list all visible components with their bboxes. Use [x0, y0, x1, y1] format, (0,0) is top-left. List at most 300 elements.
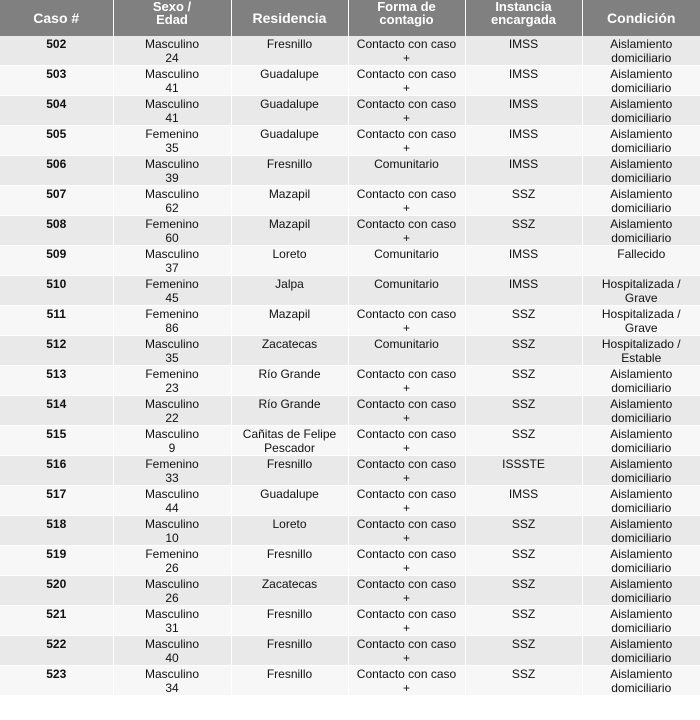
- cell-forma-contagio: [348, 456, 465, 486]
- cell-condicion-line-1: Hospitalizado /: [601, 337, 681, 351]
- table-row: [0, 516, 700, 546]
- cell-residencia-line-1: Guadalupe: [260, 67, 319, 81]
- cell-forma-line-2: +: [402, 621, 410, 635]
- cell-sexo: Femenino: [145, 217, 199, 231]
- cell-condicion-line-1: Aislamiento: [610, 367, 673, 381]
- table-row: [0, 666, 700, 696]
- table-row: [0, 636, 700, 666]
- cell-sexo-edad: [113, 426, 231, 456]
- cell-forma-contagio: [348, 396, 465, 426]
- cell-condicion-line-1: Aislamiento: [610, 667, 673, 681]
- table-row: [0, 216, 700, 246]
- cell-caso: 514: [0, 396, 113, 426]
- cell-residencia: [231, 666, 348, 696]
- cell-forma-line-1: Contacto con caso: [356, 217, 457, 231]
- cell-sexo-edad: [113, 366, 231, 396]
- cell-residencia: [231, 486, 348, 516]
- cell-condicion: [582, 576, 700, 606]
- cell-forma-line-2: +: [402, 111, 410, 125]
- cell-condicion-line-1: Fallecido: [617, 247, 666, 261]
- table-header: [0, 0, 700, 36]
- cell-instancia: IMSS: [465, 126, 582, 156]
- cell-edad: 60: [165, 231, 179, 245]
- cell-residencia-line-1: Río Grande: [258, 367, 321, 381]
- cell-edad: 35: [165, 141, 179, 155]
- cell-forma-line-2: +: [402, 201, 410, 215]
- cell-residencia-line-1: Jalpa: [275, 277, 304, 291]
- cell-residencia-line-1: Fresnillo: [266, 667, 313, 681]
- cell-condicion-line-2: domiciliario: [611, 51, 672, 65]
- cell-caso: 518: [0, 516, 113, 546]
- cell-sexo-edad: [113, 636, 231, 666]
- cell-condicion: [582, 276, 700, 306]
- cell-edad: 40: [165, 651, 179, 665]
- cell-sexo-edad: [113, 306, 231, 336]
- cell-sexo: Masculino: [144, 157, 200, 171]
- cell-residencia: [231, 156, 348, 186]
- cell-forma-line-2: +: [402, 441, 410, 455]
- cell-instancia: IMSS: [465, 246, 582, 276]
- cell-condicion-line-2: domiciliario: [611, 591, 672, 605]
- cell-sexo-edad: [113, 516, 231, 546]
- cell-sexo: Femenino: [145, 127, 199, 141]
- cell-residencia: [231, 306, 348, 336]
- cell-forma-contagio: [348, 246, 465, 276]
- cell-instancia: SSZ: [465, 636, 582, 666]
- cell-condicion: [582, 306, 700, 336]
- cell-edad: 35: [165, 351, 179, 365]
- cell-forma-contagio: [348, 516, 465, 546]
- cell-instancia: ISSSTE: [465, 456, 582, 486]
- cell-caso: 519: [0, 546, 113, 576]
- cell-instancia: SSZ: [465, 516, 582, 546]
- header-forma-contagio-line-2: contagio: [379, 12, 434, 27]
- cell-condicion-line-2: domiciliario: [611, 141, 672, 155]
- cell-sexo: Masculino: [144, 337, 200, 351]
- cell-forma-line-1: Contacto con caso: [356, 367, 457, 381]
- cell-forma-line-1: Contacto con caso: [356, 127, 457, 141]
- cell-instancia: SSZ: [465, 306, 582, 336]
- cell-sexo: Masculino: [144, 187, 200, 201]
- header-sexo-edad: [113, 0, 231, 36]
- cell-forma-contagio: [348, 216, 465, 246]
- cell-residencia: [231, 36, 348, 66]
- cell-forma-line-1: Contacto con caso: [356, 427, 457, 441]
- cell-instancia: SSZ: [465, 396, 582, 426]
- cell-condicion: [582, 66, 700, 96]
- cell-condicion: [582, 156, 700, 186]
- cell-edad: 9: [168, 441, 176, 455]
- cell-sexo-edad: [113, 156, 231, 186]
- cell-forma-contagio: [348, 66, 465, 96]
- cell-forma-line-1: Contacto con caso: [356, 517, 457, 531]
- cell-forma-contagio: [348, 576, 465, 606]
- cell-forma-contagio: [348, 336, 465, 366]
- cell-sexo: Masculino: [144, 247, 200, 261]
- cell-forma-line-2: +: [402, 381, 410, 395]
- table-row: [0, 336, 700, 366]
- cell-forma-line-2: +: [402, 471, 410, 485]
- cell-forma-line-1: Contacto con caso: [356, 457, 457, 471]
- cell-instancia: SSZ: [465, 186, 582, 216]
- table-row: [0, 246, 700, 276]
- cell-instancia: IMSS: [465, 486, 582, 516]
- cell-forma-line-1: Contacto con caso: [356, 97, 457, 111]
- cell-instancia: SSZ: [465, 336, 582, 366]
- cell-forma-line-1: Contacto con caso: [356, 187, 457, 201]
- table-row: [0, 576, 700, 606]
- cell-sexo-edad: [113, 126, 231, 156]
- cell-residencia-line-1: Mazapil: [268, 307, 311, 321]
- cell-forma-line-2: +: [402, 141, 410, 155]
- cell-sexo: Masculino: [144, 397, 200, 411]
- cell-caso: 512: [0, 336, 113, 366]
- table-row: [0, 366, 700, 396]
- header-condicion: Condición: [582, 0, 700, 36]
- cell-caso: 508: [0, 216, 113, 246]
- cell-caso: 516: [0, 456, 113, 486]
- cell-sexo-edad: [113, 576, 231, 606]
- cell-sexo: Femenino: [145, 367, 199, 381]
- cell-residencia-line-1: Guadalupe: [260, 97, 319, 111]
- cell-condicion-line-2: domiciliario: [611, 681, 672, 695]
- cell-forma-contagio: [348, 486, 465, 516]
- cell-residencia-line-1: Guadalupe: [260, 127, 319, 141]
- cell-forma-line-2: +: [402, 501, 410, 515]
- cell-condicion-line-1: Aislamiento: [610, 577, 673, 591]
- cell-condicion-line-2: domiciliario: [611, 441, 672, 455]
- cell-caso: 503: [0, 66, 113, 96]
- cell-condicion-line-2: domiciliario: [611, 561, 672, 575]
- table-row: [0, 426, 700, 456]
- cell-residencia: [231, 396, 348, 426]
- cell-forma-line-1: Contacto con caso: [356, 307, 457, 321]
- cell-residencia-line-1: Fresnillo: [266, 607, 313, 621]
- cell-condicion: [582, 456, 700, 486]
- cell-condicion: [582, 636, 700, 666]
- cell-condicion-line-1: Aislamiento: [610, 517, 673, 531]
- cell-residencia-line-1: Cañitas de Felipe: [242, 427, 337, 441]
- cell-condicion: [582, 366, 700, 396]
- cell-caso: 513: [0, 366, 113, 396]
- table-row: [0, 156, 700, 186]
- cell-sexo: Masculino: [144, 517, 200, 531]
- cell-condicion-line-1: Aislamiento: [610, 97, 673, 111]
- cell-condicion: [582, 396, 700, 426]
- cell-edad: 34: [165, 681, 179, 695]
- header-forma-contagio-line-1: Forma de: [377, 0, 436, 14]
- cell-condicion-line-2: domiciliario: [611, 531, 672, 545]
- cell-forma-line-1: Comunitario: [374, 157, 439, 171]
- cell-residencia-line-2: Pescador: [264, 441, 315, 455]
- cell-edad: 44: [165, 501, 179, 515]
- cell-caso: 520: [0, 576, 113, 606]
- cell-edad: 39: [165, 171, 179, 185]
- cell-condicion: [582, 666, 700, 696]
- cell-edad: 86: [165, 321, 179, 335]
- cell-forma-line-1: Contacto con caso: [356, 637, 457, 651]
- table-row: [0, 36, 700, 66]
- cell-condicion-line-2: Grave: [624, 321, 658, 335]
- cell-condicion-line-1: Hospitalizada /: [601, 277, 681, 291]
- cell-residencia-line-1: Guadalupe: [260, 487, 319, 501]
- cell-instancia: IMSS: [465, 36, 582, 66]
- cell-residencia: [231, 276, 348, 306]
- header-sexo-edad-line-1: Sexo /: [152, 0, 192, 14]
- cell-forma-contagio: [348, 366, 465, 396]
- cell-caso: 510: [0, 276, 113, 306]
- cell-forma-contagio: [348, 36, 465, 66]
- cell-forma-contagio: [348, 636, 465, 666]
- cell-residencia: [231, 216, 348, 246]
- cell-forma-line-2: +: [402, 681, 410, 695]
- cell-condicion: [582, 426, 700, 456]
- cell-forma-line-1: Contacto con caso: [356, 67, 457, 81]
- cell-caso: 522: [0, 636, 113, 666]
- cell-condicion-line-1: Aislamiento: [610, 157, 673, 171]
- cell-sexo-edad: [113, 276, 231, 306]
- cell-forma-line-2: +: [402, 321, 410, 335]
- cell-condicion-line-1: Aislamiento: [610, 127, 673, 141]
- table-row: [0, 456, 700, 486]
- cell-forma-contagio: [348, 156, 465, 186]
- cell-residencia-line-1: Mazapil: [268, 187, 311, 201]
- header-residencia: Residencia: [231, 0, 348, 36]
- cell-condicion-line-2: domiciliario: [611, 651, 672, 665]
- cell-condicion-line-1: Aislamiento: [610, 487, 673, 501]
- cell-forma-contagio: [348, 126, 465, 156]
- cell-caso: 505: [0, 126, 113, 156]
- header-instancia: [465, 0, 582, 36]
- cell-sexo-edad: [113, 666, 231, 696]
- cell-condicion: [582, 216, 700, 246]
- cell-sexo-edad: [113, 396, 231, 426]
- header-instancia-line-1: Instancia: [495, 0, 552, 14]
- cell-forma-line-2: +: [402, 51, 410, 65]
- cell-sexo-edad: [113, 336, 231, 366]
- cell-sexo-edad: [113, 246, 231, 276]
- cell-sexo: Masculino: [144, 67, 200, 81]
- cell-forma-line-1: Comunitario: [374, 337, 439, 351]
- cell-condicion-line-1: Aislamiento: [610, 427, 673, 441]
- cell-condicion-line-2: domiciliario: [611, 81, 672, 95]
- cell-residencia: [231, 96, 348, 126]
- cell-edad: 33: [165, 471, 179, 485]
- header-row: [0, 0, 700, 36]
- cell-condicion: [582, 186, 700, 216]
- cell-condicion-line-1: Hospitalizada /: [601, 307, 681, 321]
- header-caso: Caso #: [0, 0, 113, 36]
- table-row: [0, 186, 700, 216]
- cell-forma-contagio: [348, 186, 465, 216]
- cell-residencia: [231, 516, 348, 546]
- cell-residencia-line-1: Fresnillo: [266, 637, 313, 651]
- cell-forma-line-1: Contacto con caso: [356, 607, 457, 621]
- cell-edad: 22: [165, 411, 179, 425]
- cell-condicion-line-1: Aislamiento: [610, 547, 673, 561]
- cell-condicion: [582, 546, 700, 576]
- cell-sexo: Masculino: [144, 427, 200, 441]
- cell-sexo-edad: [113, 36, 231, 66]
- cell-condicion-line-1: Aislamiento: [610, 187, 673, 201]
- cell-condicion: [582, 486, 700, 516]
- cell-instancia: SSZ: [465, 576, 582, 606]
- cell-forma-contagio: [348, 96, 465, 126]
- cell-sexo: Femenino: [145, 547, 199, 561]
- cell-instancia: IMSS: [465, 96, 582, 126]
- cell-condicion: [582, 336, 700, 366]
- cell-condicion-line-1: Aislamiento: [610, 637, 673, 651]
- cell-residencia: [231, 576, 348, 606]
- table-row: [0, 606, 700, 636]
- cell-caso: 511: [0, 306, 113, 336]
- cell-sexo: Masculino: [144, 667, 200, 681]
- cell-sexo-edad: [113, 96, 231, 126]
- cell-edad: 10: [165, 531, 179, 545]
- cell-residencia: [231, 126, 348, 156]
- cell-condicion: [582, 246, 700, 276]
- cell-edad: 41: [165, 81, 179, 95]
- cell-edad: 23: [165, 381, 179, 395]
- cell-condicion-line-2: Grave: [624, 291, 658, 305]
- cell-edad: 31: [165, 621, 179, 635]
- cell-condicion: [582, 606, 700, 636]
- cell-sexo-edad: [113, 456, 231, 486]
- cell-condicion-line-1: Aislamiento: [610, 397, 673, 411]
- cell-forma-line-2: +: [402, 411, 410, 425]
- cell-condicion-line-2: domiciliario: [611, 201, 672, 215]
- cell-residencia-line-1: Zacatecas: [261, 577, 318, 591]
- cell-sexo-edad: [113, 66, 231, 96]
- cell-forma-line-1: Contacto con caso: [356, 37, 457, 51]
- cell-residencia-line-1: Mazapil: [268, 217, 311, 231]
- cell-residencia: [231, 456, 348, 486]
- cell-condicion-line-2: Estable: [621, 351, 662, 365]
- table-row: [0, 306, 700, 336]
- cell-instancia: SSZ: [465, 216, 582, 246]
- cell-instancia: SSZ: [465, 606, 582, 636]
- cell-edad: 26: [165, 561, 179, 575]
- cell-condicion-line-1: Aislamiento: [610, 37, 673, 51]
- cell-condicion-line-1: Aislamiento: [610, 217, 673, 231]
- cell-forma-contagio: [348, 426, 465, 456]
- cell-condicion-line-1: Aislamiento: [610, 607, 673, 621]
- cell-forma-line-1: Contacto con caso: [356, 667, 457, 681]
- cell-forma-line-2: +: [402, 651, 410, 665]
- cell-instancia: SSZ: [465, 366, 582, 396]
- cell-residencia: [231, 366, 348, 396]
- cell-residencia: [231, 546, 348, 576]
- cell-forma-line-2: +: [402, 81, 410, 95]
- header-forma-contagio: [348, 0, 465, 36]
- cell-caso: 515: [0, 426, 113, 456]
- cell-sexo: Femenino: [145, 457, 199, 471]
- cell-condicion-line-2: domiciliario: [611, 621, 672, 635]
- cell-residencia: [231, 66, 348, 96]
- cell-condicion-line-2: domiciliario: [611, 471, 672, 485]
- table-row: [0, 66, 700, 96]
- table-row: [0, 396, 700, 426]
- cell-condicion-line-2: domiciliario: [611, 111, 672, 125]
- cell-forma-contagio: [348, 666, 465, 696]
- cell-sexo: Masculino: [144, 487, 200, 501]
- cell-forma-line-2: +: [402, 231, 410, 245]
- cell-instancia: IMSS: [465, 276, 582, 306]
- table-row: [0, 126, 700, 156]
- cell-residencia: [231, 426, 348, 456]
- cell-residencia: [231, 246, 348, 276]
- cell-edad: 26: [165, 591, 179, 605]
- cell-residencia-line-1: Fresnillo: [266, 457, 313, 471]
- cell-edad: 41: [165, 111, 179, 125]
- cell-forma-contagio: [348, 606, 465, 636]
- cell-condicion: [582, 96, 700, 126]
- cell-forma-contagio: [348, 276, 465, 306]
- cell-residencia: [231, 636, 348, 666]
- cell-forma-line-1: Contacto con caso: [356, 577, 457, 591]
- cell-residencia-line-1: Loreto: [272, 517, 307, 531]
- cell-caso: 504: [0, 96, 113, 126]
- cell-caso: 517: [0, 486, 113, 516]
- cell-instancia: SSZ: [465, 426, 582, 456]
- table-row: [0, 486, 700, 516]
- table-row: [0, 546, 700, 576]
- cell-condicion-line-2: domiciliario: [611, 411, 672, 425]
- cell-forma-line-2: +: [402, 531, 410, 545]
- cell-forma-line-1: Comunitario: [374, 247, 439, 261]
- cell-sexo: Masculino: [144, 97, 200, 111]
- cell-residencia-line-1: Fresnillo: [266, 37, 313, 51]
- cell-condicion-line-1: Aislamiento: [610, 67, 673, 81]
- cell-sexo: Masculino: [144, 637, 200, 651]
- cell-condicion-line-2: domiciliario: [611, 501, 672, 515]
- cell-condicion-line-1: Aislamiento: [610, 457, 673, 471]
- cell-residencia-line-1: Fresnillo: [266, 157, 313, 171]
- cell-caso: 509: [0, 246, 113, 276]
- cell-sexo-edad: [113, 216, 231, 246]
- cell-forma-contagio: [348, 306, 465, 336]
- cell-condicion-line-2: domiciliario: [611, 381, 672, 395]
- cell-residencia-line-1: Río Grande: [258, 397, 321, 411]
- cell-forma-line-2: +: [402, 591, 410, 605]
- cell-forma-contagio: [348, 546, 465, 576]
- cell-caso: 521: [0, 606, 113, 636]
- cell-sexo: Femenino: [145, 307, 199, 321]
- cell-residencia-line-1: Zacatecas: [261, 337, 318, 351]
- cell-instancia: IMSS: [465, 156, 582, 186]
- table-row: [0, 276, 700, 306]
- table-row: [0, 96, 700, 126]
- header-sexo-edad-line-2: Edad: [156, 12, 188, 27]
- cell-condicion-line-2: domiciliario: [611, 171, 672, 185]
- cell-sexo-edad: [113, 546, 231, 576]
- cell-forma-line-1: Comunitario: [374, 277, 439, 291]
- cell-sexo: Masculino: [144, 577, 200, 591]
- cell-instancia: IMSS: [465, 66, 582, 96]
- cell-forma-line-1: Contacto con caso: [356, 547, 457, 561]
- cell-edad: 45: [165, 291, 179, 305]
- cell-condicion: [582, 36, 700, 66]
- cell-caso: 507: [0, 186, 113, 216]
- header-instancia-line-2: encargada: [490, 12, 557, 27]
- cell-caso: 502: [0, 36, 113, 66]
- cell-edad: 37: [165, 261, 179, 275]
- cell-condicion-line-2: domiciliario: [611, 231, 672, 245]
- cell-residencia: [231, 336, 348, 366]
- cell-sexo: Masculino: [144, 607, 200, 621]
- cell-edad: 24: [165, 51, 179, 65]
- cell-sexo-edad: [113, 186, 231, 216]
